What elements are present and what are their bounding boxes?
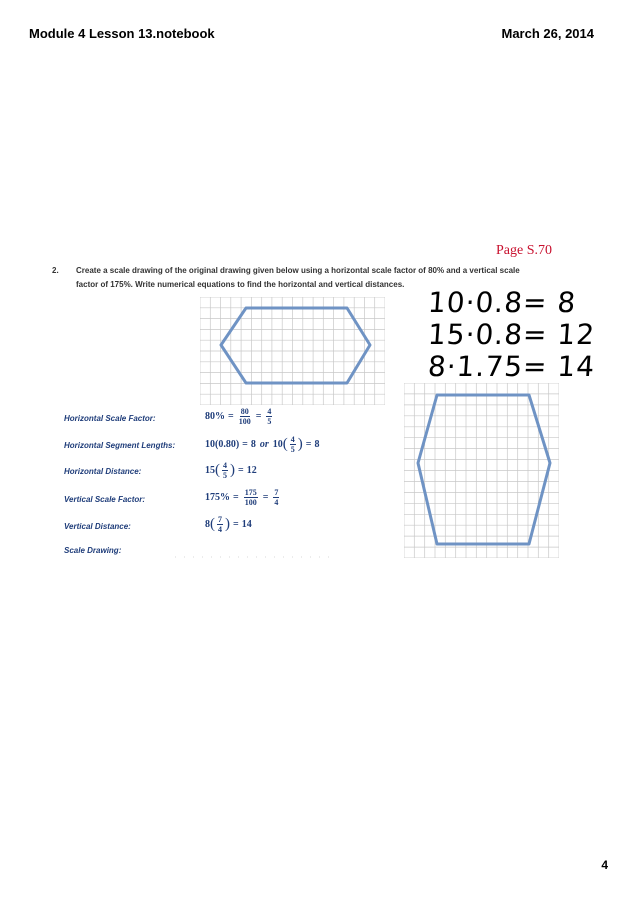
hsf-frac2-num: 4 — [267, 407, 272, 416]
label-horizontal-segment-lengths: Horizontal Segment Lengths: — [64, 441, 176, 450]
original-grid — [200, 297, 385, 405]
eq-vertical-scale-factor — [205, 488, 281, 507]
hsf-frac2 — [266, 407, 272, 426]
hd-frac-den: 5 — [223, 471, 227, 480]
original-hexagon — [221, 308, 370, 383]
hd-coef: 15 — [205, 465, 215, 476]
vd-eq: = — [233, 519, 239, 530]
vd-frac — [217, 515, 223, 534]
hd-frac — [222, 461, 228, 480]
scale-grid — [404, 383, 559, 558]
vsf-eq1: = — [233, 492, 239, 503]
hd-frac-num: 4 — [223, 461, 227, 470]
vd-coef: 8 — [205, 519, 210, 530]
dotted-rule — [175, 555, 335, 559]
hsl-frac — [290, 435, 296, 454]
hsl-or: or — [259, 439, 269, 450]
problem-number: 2. — [52, 266, 59, 275]
notebook-title: Module 4 Lesson 13.notebook — [29, 26, 215, 41]
label-vertical-scale-factor: Vertical Scale Factor: — [64, 495, 146, 504]
handwritten-line-2: 15·0.8= 12 — [426, 318, 597, 351]
vsf-eq2: = — [262, 492, 269, 503]
hd-eq: = — [238, 465, 244, 476]
eq-horizontal-segment-lengths: 10(0.80) = 8 or 10 ( $\frac{4}{5}$ ) = 8 — [205, 435, 320, 454]
label-horizontal-distance: Horizontal Distance: — [64, 467, 142, 476]
vsf-frac1-den: 100 — [244, 498, 257, 507]
vd-frac-den: 4 — [218, 525, 222, 534]
vsf-lhs: 175% — [205, 492, 230, 503]
page-reference: Page S.70 — [496, 243, 552, 258]
vd-frac-num: 7 — [218, 515, 222, 524]
page-number: 4 — [601, 858, 608, 872]
scale-drawing — [404, 383, 559, 558]
original-drawing — [200, 297, 385, 405]
hd-result: 12 — [246, 465, 257, 476]
hsl-result1: 8 — [250, 439, 256, 450]
vsf-frac2-num: 7 — [274, 488, 279, 497]
hsl-expr1: 10(0.80) — [205, 439, 240, 450]
vd-result: 14 — [241, 519, 252, 530]
label-vertical-distance: Vertical Distance: — [64, 522, 131, 531]
eq-horizontal-distance: 15 ( $\frac{4}{5}$ ) = 12 — [205, 461, 257, 480]
hsl-eq2: = — [305, 439, 312, 450]
handwritten-line-1: 10·0.8= 8 — [426, 286, 578, 319]
vsf-frac2-den: 4 — [274, 498, 279, 507]
hsf-eq2: = — [255, 411, 262, 422]
problem-text: Create a scale drawing of the original drawing given below using a horizontal scale factor of 80% and a vertical scale factor of 175%. Write numerical equations to find the horizontal and vertical distances. — [76, 266, 520, 289]
hsf-lhs: 80% — [205, 411, 225, 422]
hsf-frac1 — [239, 407, 251, 426]
hsf-frac1-num: 80 — [240, 407, 249, 416]
handwritten-line-3: 8·1.75= 14 — [426, 350, 597, 383]
hsl-frac-num: 4 — [290, 435, 295, 444]
label-scale-drawing: Scale Drawing: — [64, 546, 122, 555]
notebook-date: March 26, 2014 — [501, 26, 594, 41]
vsf-frac1-num: 175 — [244, 488, 257, 497]
eq-horizontal-scale-factor — [205, 407, 274, 426]
hsl-result2: 8 — [314, 439, 320, 450]
hsf-eq1: = — [228, 411, 234, 422]
eq-vertical-distance: 8 ( $\frac{7}{4}$ ) = 14 — [205, 515, 252, 534]
hsl-expr2: 10 — [272, 439, 283, 450]
hsl-frac-den: 5 — [290, 445, 295, 454]
hsf-frac2-den: 5 — [267, 417, 272, 426]
vsf-frac1 — [244, 488, 258, 507]
scaled-hexagon — [418, 395, 550, 544]
hsl-eq1: = — [242, 439, 248, 450]
label-horizontal-scale-factor: Horizontal Scale Factor: — [64, 414, 156, 423]
vsf-frac2 — [273, 488, 279, 507]
hsf-frac1-den: 100 — [238, 417, 251, 426]
